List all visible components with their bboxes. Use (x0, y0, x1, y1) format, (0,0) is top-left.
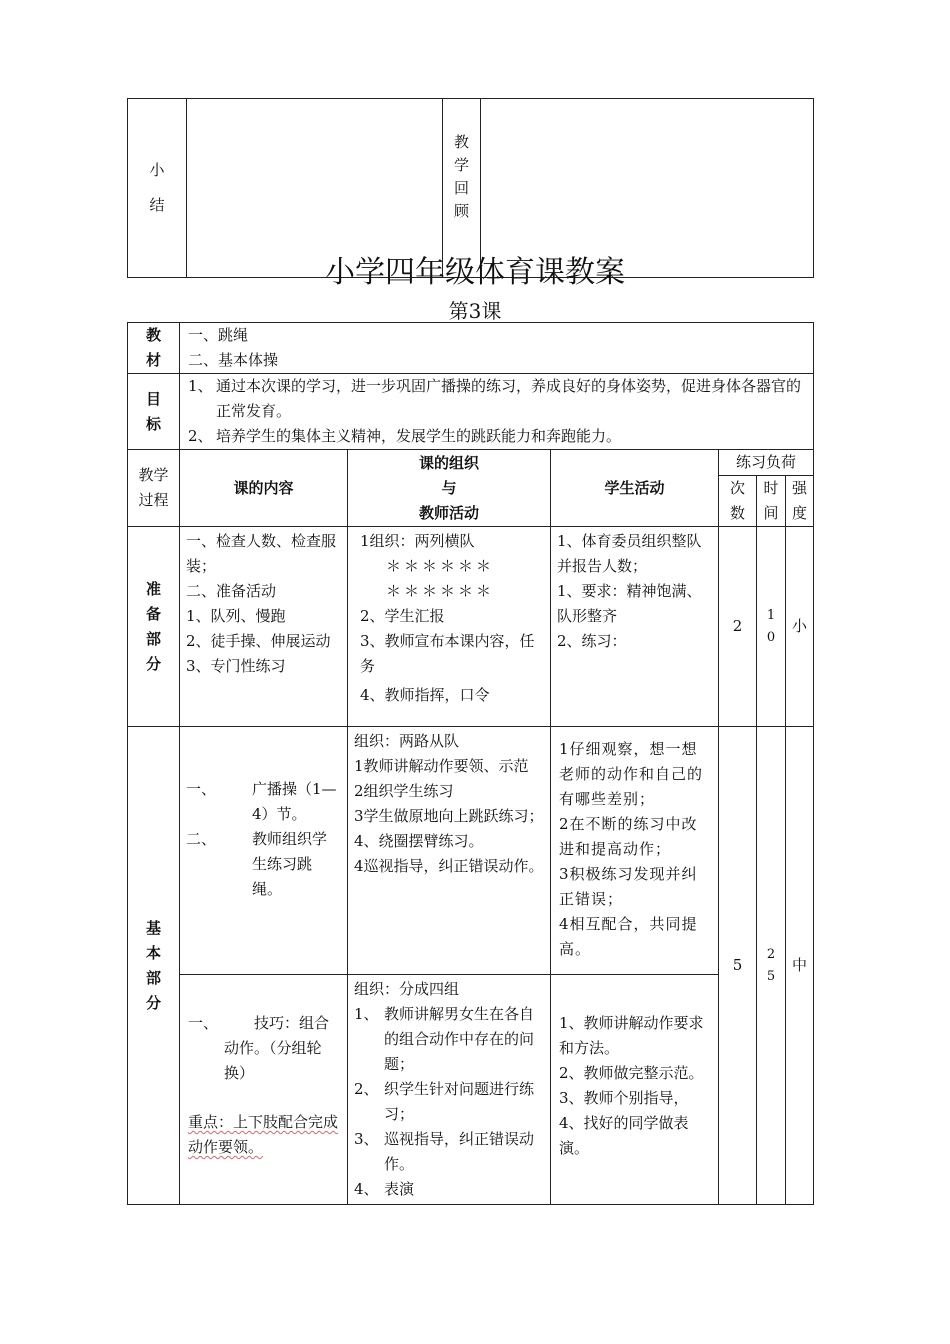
prep-times: 2 (719, 527, 757, 727)
basic-duration-digit: 5 (766, 968, 776, 984)
prep-org-line: 1组织：两列横队 (360, 532, 475, 550)
intensity-header-char: 度 (792, 504, 808, 522)
basic-content-item (188, 1011, 341, 1086)
summary-label-char: 小 (149, 161, 165, 179)
key-point: 重点：上下肢配合完成动作要领。 (188, 1113, 339, 1156)
basic-org-text: 织学生针对问题进行练习； (384, 1080, 535, 1123)
basic-organization-2 (348, 975, 551, 1205)
page-title: 小学四年级体育课教案 (325, 255, 625, 290)
organization-header-line: 课的组织 (418, 453, 479, 472)
summary-cell[interactable] (187, 99, 443, 278)
times-header (719, 476, 757, 527)
prep-student-line: 1、体育委员组织整队并报告人数； (557, 532, 702, 575)
basic-student-line: 3、教师个别指导， (559, 1089, 689, 1107)
content-header: 课的内容 (180, 450, 348, 527)
basic-org-item (354, 1127, 544, 1177)
basic-content-number: 一、 (188, 1014, 219, 1032)
basic-student-line: 1仔细观察，想一想老师的动作和自己的有哪些差别； (559, 740, 704, 808)
intensity-header (786, 476, 814, 527)
basic-content-text-value: 教师组织学生练习跳绳。 (252, 830, 328, 898)
prep-student-line: 2、练习： (557, 632, 627, 650)
basic-org-item (354, 1002, 544, 1077)
goal-number: 1、 (188, 377, 213, 395)
goal-number: 2、 (188, 427, 213, 445)
goals-content (180, 374, 814, 450)
basic-content-text (224, 1011, 341, 1086)
prep-org-line: 4、教师指挥，口令 (360, 686, 490, 704)
prep-intensity: 小 (786, 527, 814, 727)
review-label-char: 顾 (453, 202, 469, 220)
basic-times: 5 (719, 727, 757, 1205)
prep-org-line: 2、学生汇报 (360, 607, 445, 625)
basic-label-char: 部 (145, 968, 161, 987)
prep-content-line: 二、准备活动 (186, 582, 277, 600)
student-header: 学生活动 (551, 450, 719, 527)
goal-text: 通过本次课的学习，进一步巩固广播操的练习，养成良好的身体姿势，促进身体各器官的正常发育。 (216, 377, 802, 420)
goals-label-char: 标 (145, 414, 161, 433)
summary-table (127, 98, 814, 278)
review-label-char: 回 (453, 179, 469, 197)
load-header: 练习负荷 (719, 450, 814, 476)
basic-org-item (354, 1177, 544, 1202)
basic-org-number: 1、 (354, 1005, 379, 1023)
basic-content-number: 一、 (186, 780, 217, 798)
lesson-plan-table (127, 322, 814, 1205)
process-header (128, 450, 180, 527)
material-label-char: 材 (145, 351, 161, 369)
prep-organization (348, 527, 551, 727)
prep-duration-digit: 0 (766, 629, 776, 645)
basic-org-number: 3、 (354, 1130, 379, 1148)
prep-label-char: 备 (145, 604, 161, 623)
basic-label-char: 分 (145, 993, 161, 1012)
basic-content-text-value: 技巧：组合动作。（分组轮换） (224, 1014, 330, 1082)
basic-content-text (222, 827, 341, 902)
prep-content-line: 2、徒手操、伸展运动 (186, 632, 331, 650)
formation-row: ＊＊＊＊＊＊ (386, 557, 495, 575)
basic-content-number: 二、 (186, 830, 217, 848)
organization-header (348, 450, 551, 527)
basic-org-item (354, 1077, 544, 1127)
basic-duration (757, 727, 786, 1205)
prep-label-char: 部 (145, 629, 161, 648)
intensity-header-char: 强 (792, 479, 808, 497)
basic-org-title: 组织：分成四组 (354, 980, 460, 998)
basic-student-1 (551, 727, 719, 975)
duration-header-char: 时 (763, 479, 779, 497)
prep-content-line: 3、专门性练习 (186, 657, 286, 675)
basic-content-item (186, 827, 341, 902)
organization-header-line: 教师活动 (418, 503, 479, 522)
basic-org-line: 3学生做原地向上跳跃练习； (354, 807, 544, 825)
review-label (443, 99, 481, 278)
basic-org-text: 教师讲解男女生在各自的组合动作中存在的问题； (384, 1005, 535, 1073)
basic-label-char: 本 (145, 943, 161, 962)
basic-content-2 (180, 975, 348, 1205)
material-item: 二、基本体操 (188, 351, 279, 369)
prep-org-line: 3、教师宣布本课内容，任务 (360, 632, 535, 675)
basic-student-line: 2在不断的练习中改进和提高动作； (559, 815, 698, 858)
prep-label-char: 分 (145, 654, 161, 673)
material-label-char: 教 (145, 326, 161, 344)
basic-duration-digit: 2 (766, 946, 776, 962)
prep-student-line: 1、要求：精神饱满、队形整齐 (557, 582, 702, 625)
basic-student-line: 1、教师讲解动作要求和方法。 (559, 1014, 704, 1057)
organization-header-line: 与 (441, 478, 457, 497)
prep-label (128, 527, 180, 727)
prep-duration (757, 527, 786, 727)
prep-content (180, 527, 348, 727)
basic-content-1 (180, 727, 348, 975)
basic-org-line: 2组织学生练习 (354, 782, 454, 800)
material-label (128, 323, 180, 374)
basic-student-2 (551, 975, 719, 1205)
basic-student-line: 4、找好的同学做表演。 (559, 1114, 689, 1157)
basic-org-number: 2、 (354, 1080, 379, 1098)
review-cell[interactable] (481, 99, 814, 278)
prep-student (551, 527, 719, 727)
basic-content-text-value: 广播操（1—4）节。 (252, 780, 337, 823)
prep-label-char: 准 (145, 579, 161, 598)
goals-label (128, 374, 180, 450)
review-label-char: 学 (453, 156, 469, 174)
material-item: 一、跳绳 (188, 326, 249, 344)
basic-label (128, 727, 180, 1205)
review-label-char: 教 (453, 133, 469, 151)
lesson-number: 第3课 (448, 299, 502, 323)
basic-org-number: 4、 (354, 1180, 379, 1198)
summary-label-char: 结 (149, 196, 165, 214)
basic-org-line: 1教师讲解动作要领、示范 (354, 757, 529, 775)
basic-content-item (186, 777, 341, 827)
basic-org-line: 4巡视指导，纠正错误动作。 (354, 857, 544, 875)
process-header-line: 过程 (138, 491, 169, 509)
basic-org-text: 巡视指导，纠正错误动作。 (384, 1130, 535, 1173)
duration-header (757, 476, 786, 527)
goals-label-char: 目 (145, 389, 161, 408)
basic-student-line: 2、教师做完整示范。 (559, 1064, 704, 1082)
basic-organization-1 (348, 727, 551, 975)
basic-label-char: 基 (145, 918, 161, 937)
basic-student-line: 3积极练习发现并纠正错误； (559, 865, 698, 908)
formation-row: ＊＊＊＊＊＊ (386, 582, 495, 600)
basic-student-line: 4相互配合，共同提高。 (559, 915, 698, 958)
goal-item (188, 374, 809, 424)
process-header-line: 教学 (138, 466, 169, 484)
duration-header-char: 间 (763, 504, 779, 522)
basic-org-line: 4、绕圈摆臂练习。 (354, 832, 484, 850)
goal-text: 培养学生的集体主义精神，发展学生的跳跃能力和奔跑能力。 (216, 427, 622, 445)
prep-duration-digit: 1 (766, 607, 776, 623)
summary-label (128, 99, 187, 278)
prep-content-line: 一、检查人数、检查服装； (186, 532, 337, 575)
basic-org-line: 组织：两路从队 (354, 732, 460, 750)
basic-intensity: 中 (786, 727, 814, 1205)
times-header-char: 数 (729, 504, 745, 522)
basic-content-text (222, 777, 341, 827)
times-header-char: 次 (729, 479, 745, 497)
goal-item (188, 424, 809, 449)
prep-content-line: 1、队列、慢跑 (186, 607, 286, 625)
basic-org-text: 表演 (384, 1180, 415, 1198)
material-content (180, 323, 814, 374)
